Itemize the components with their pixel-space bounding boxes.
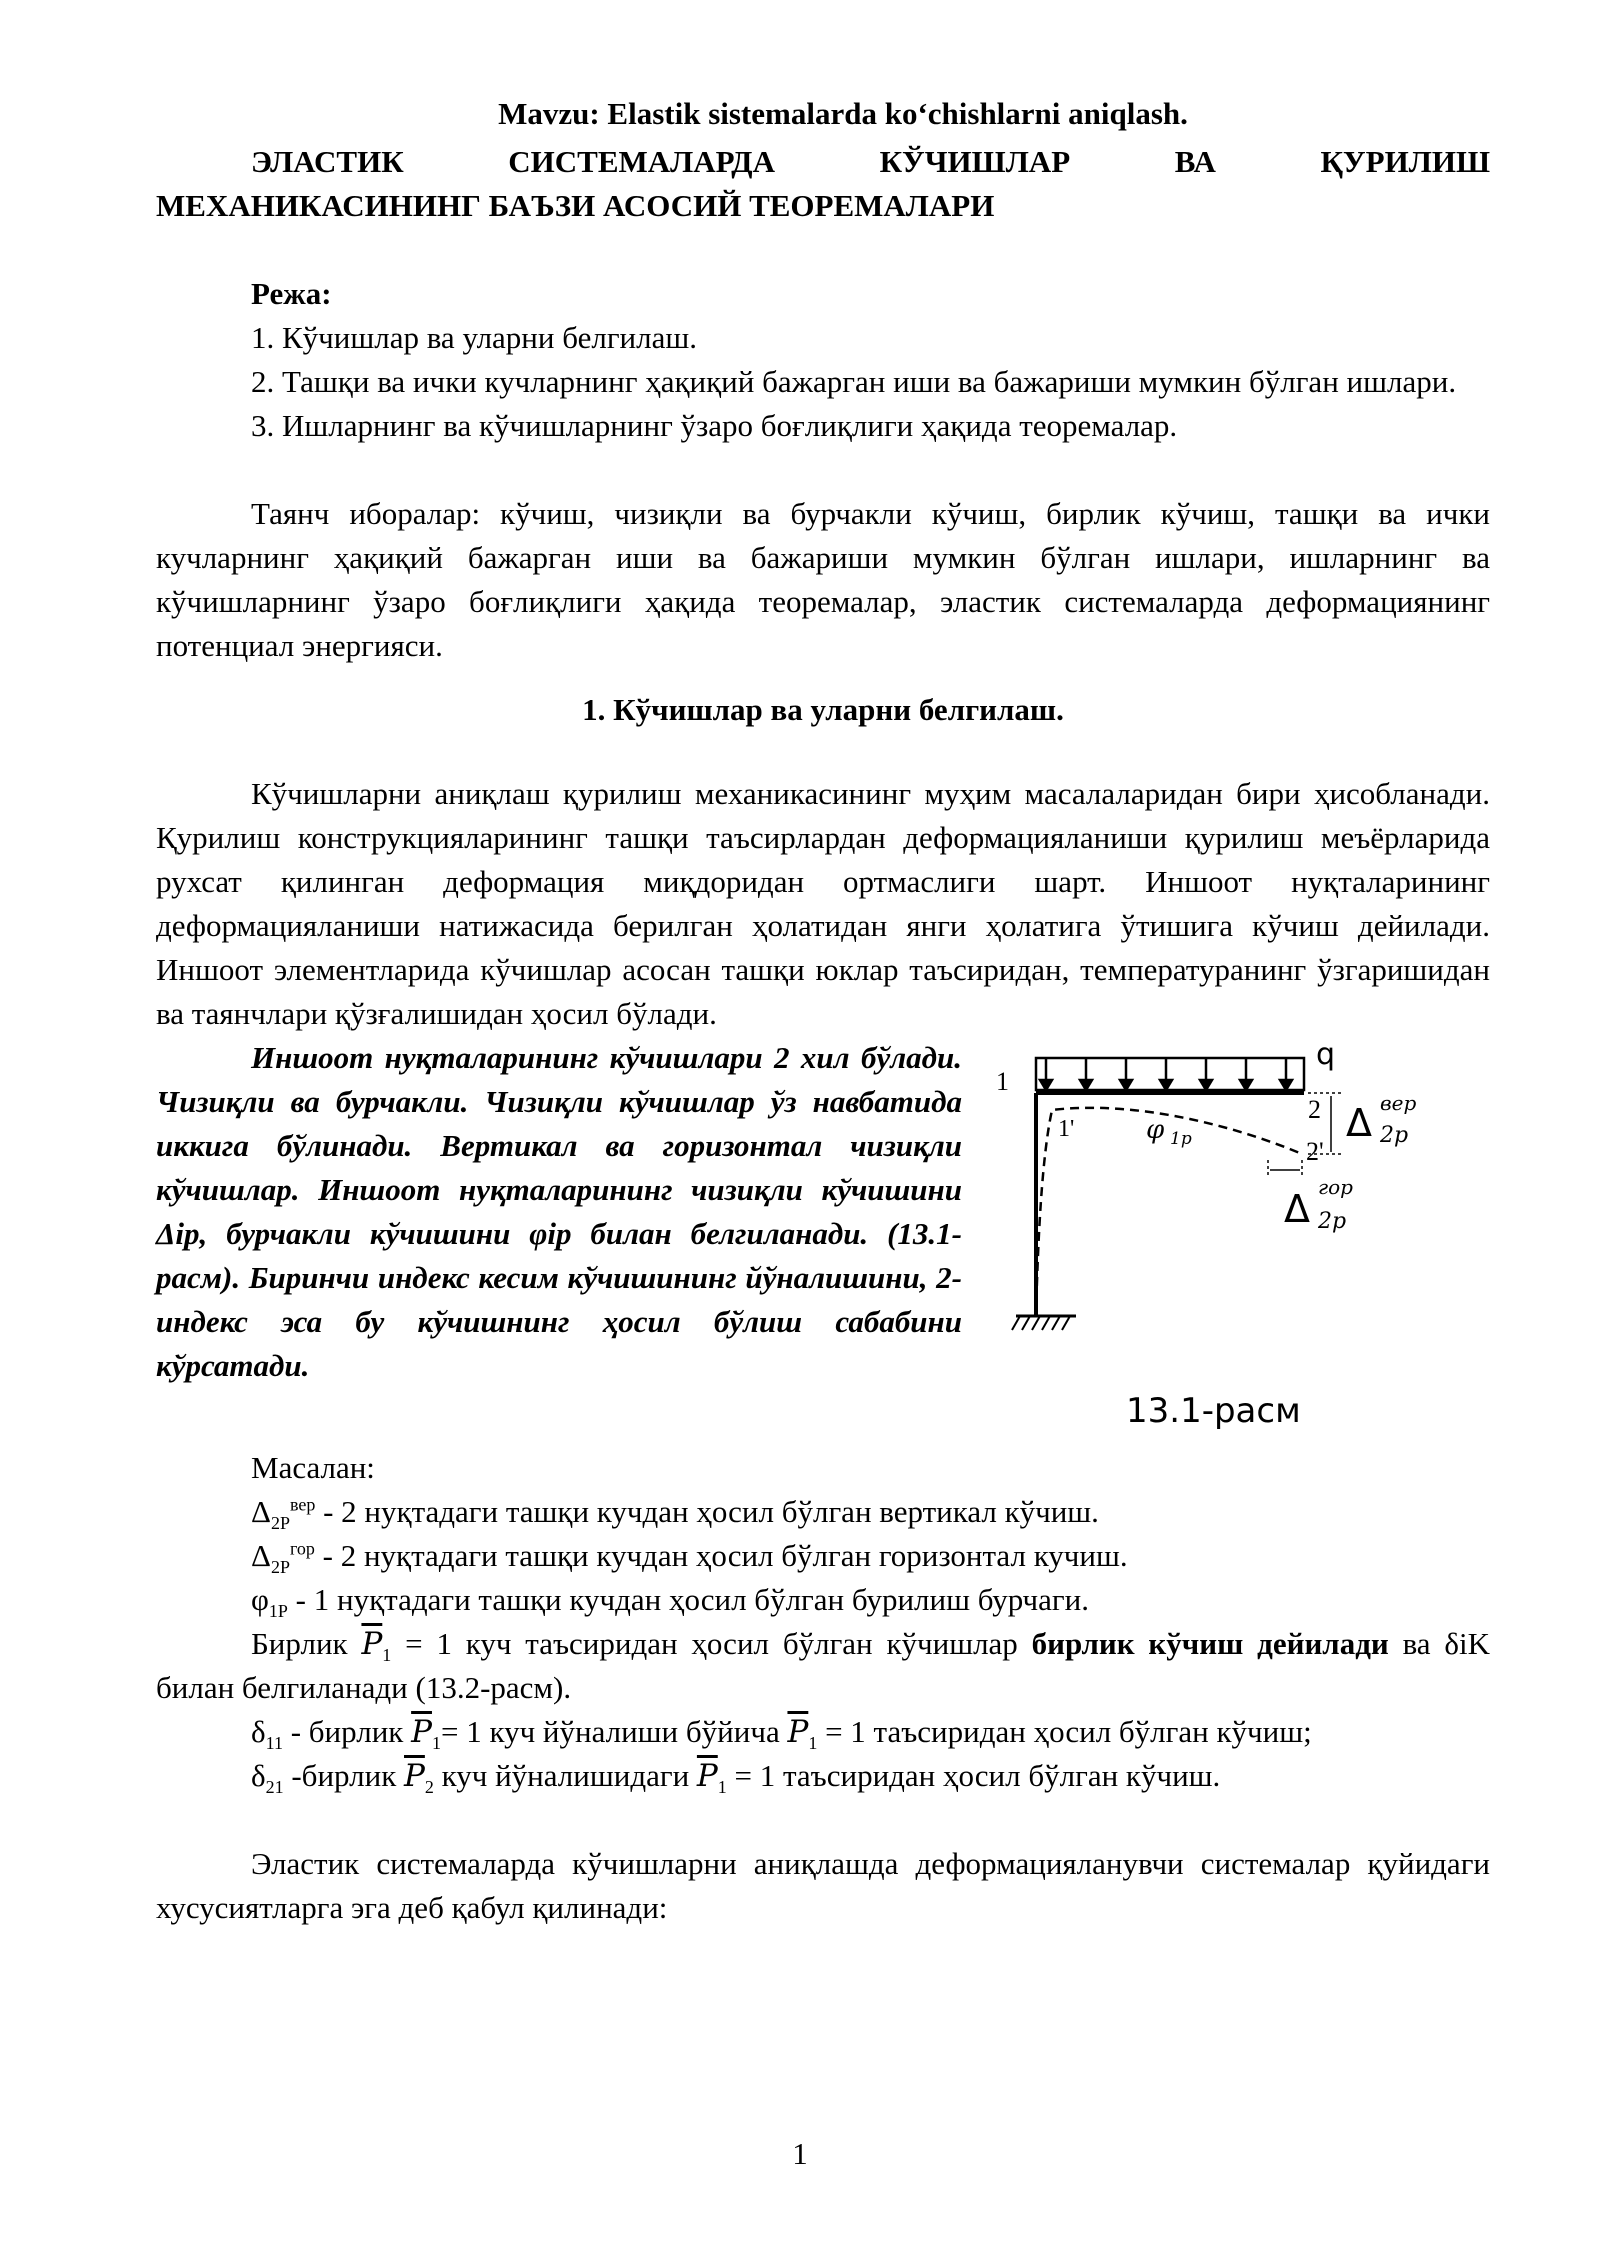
page-content	[156, 92, 1490, 1930]
node-2p-label: 2'	[1306, 1137, 1324, 1166]
node-1-label: 1	[996, 1067, 1009, 1096]
heading-word: КЎЧИШЛАР	[879, 144, 1071, 179]
page-number: 1	[792, 2136, 808, 2171]
load-label: q	[1316, 1037, 1336, 1072]
node-1p-label: 1'	[1058, 1116, 1075, 1142]
example-line-3: $\varphi_{1P} - 1$ нуқтадаги ташқи кучдан ҳосил бўлган бурилиш бурчаги.	[251, 1582, 1089, 1622]
phi-label: φ	[1146, 1115, 1165, 1145]
delta-21-paragraph: $\delta_{21}$ -бирлик $\overline{P}_2$ куч йўналишидаги $\overline{P}_1 = 1$ таъсиридан ҳосил бўлган кўчиш.	[251, 1758, 1221, 1798]
frame-figure	[986, 1036, 1486, 1446]
keywords-paragraph: Таянч иборалар: кўчиш, чизиқли ва бурчакли кўчиш, бирлик кўчиш, ташқи ва ички кучларнинг ҳақиқий бажарган иши ва бажариши мумкин бўлган ишлари, ишларнинг ва кўчишларнинг ўзаро боғлиқлиги ҳақида теоремалар, эластик системаларда деформациянинг потенциал энергияси.	[156, 496, 1490, 663]
heading-line-1	[156, 140, 1490, 184]
figure-caption: 13.1-расм	[1126, 1391, 1301, 1431]
deformed-shape	[1036, 1108, 1302, 1316]
fixed-support	[1012, 1316, 1076, 1330]
closing-paragraph: Эластик системаларда кўчишларни аниқлашда деформацияланувчи системалар қуйидаги хусусиятларга эга деб қабул қилинади:	[156, 1846, 1490, 1925]
heading-word: ЭЛАСТИК	[251, 144, 404, 179]
load-arrows	[1040, 1058, 1292, 1090]
node-2-label: 2	[1308, 1095, 1321, 1124]
delta-gor-sup: гор	[1318, 1175, 1353, 1199]
intro-paragraph: Кўчишларни аниқлаш қурилиш механикасининг муҳим масалаларидан бири ҳисобланади. Қурилиш конструкцияларининг ташқи таъсирлардан деформацияланиши қурилиш меъёрларида рухсат қилинган деформация миқдоридан ортмаслиги шарт. Иншоот нуқталарининг деформацияланиши натижасида берилган ҳолатидан янги ҳолатига ўтишига кўчиш дейилади. Иншоот элементларида кўчишлар асосан ташқи юклар таъсиридан, температуранинг ўзгаришидан ва таянчлари қўзғалишидан ҳосил бўлади.	[156, 776, 1490, 1031]
displacement-markers	[1268, 1093, 1341, 1176]
heading-word: ВА	[1174, 144, 1216, 179]
example-line-2: $\Delta_{2P}^{гор} - 2$ нуқтадаги ташқи кучдан ҳосил бўлган горизонтал кучиш.	[251, 1538, 1128, 1578]
plan-item: 3. Ишларнинг ва кўчишларнинг ўзаро боғлиқлиги ҳақида теоремалар.	[251, 408, 1178, 443]
delta-11-paragraph: $\delta_{11}$ - бирлик $\overline{P}_1= 1$ куч йўналиши бўйича $\overline{P}_1 = 1$ таъсиридан ҳосил бўлган кўчиш;	[251, 1714, 1312, 1754]
phi-sub-label: 1p	[1170, 1129, 1192, 1149]
heading-word: ҚУРИЛИШ	[1320, 144, 1490, 179]
delta-gor-label: Δ	[1284, 1187, 1310, 1231]
topic-title: Mavzu: Elastik sistemalarda ko‘chishlarni aniqlash.	[498, 96, 1188, 131]
unit-displacement-paragraph: Бирлик $\overline{P}_1 = 1$ куч таъсиридан ҳосил бўлган кўчишлар бирлик кўчиш дейилади ва δiK билан белгиланади (13.2-расм).	[156, 1626, 1491, 1705]
main-heading	[156, 140, 1490, 228]
vector-p1: $\overline{P}$	[361, 1626, 383, 1662]
example-intro: Масалан:	[251, 1450, 375, 1485]
delta-ver-sup: вер	[1380, 1091, 1417, 1115]
heading-word: СИСТЕМАЛАРДА	[508, 144, 775, 179]
delta-gor-sub: 2p	[1318, 1209, 1347, 1234]
delta-ver-sub: 2p	[1380, 1123, 1409, 1148]
plan-title: Режа:	[251, 276, 332, 311]
section-title: 1. Кўчишлар ва уларни белгилаш.	[582, 692, 1064, 727]
example-line-1: $\Delta_{2P}^{вер} - 2$ нуқтадаги ташқи кучдан ҳосил бўлган вертикал кўчиш.	[251, 1494, 1099, 1534]
figure-row	[156, 1036, 1490, 1436]
heading-line-2: МЕХАНИКАСИНИНГ БАЪЗИ АСОСИЙ ТЕОРЕМАЛАРИ	[156, 188, 995, 223]
plan-item: 1. Кўчишлар ва уларни белгилаш.	[251, 320, 697, 355]
plan-item: 2. Ташқи ва ички кучларнинг ҳақиқий бажарган иши ва бажариши мумкин бўлган ишлари.	[251, 364, 1457, 399]
displacement-types-paragraph: Иншоот нуқталарининг кўчишлари 2 хил бўлади. Чизиқли ва бурчакли. Чизиқли кўчишлар ўз навбатида иккига бўлинади. Вертикал ва горизонтал чизиқли кўчишлар. Иншоот нуқталарининг чизиқли кўчишини Δip, бурчакли кўчишини φip билан белгиланади. (13.1-расм). Биринчи индекс кесим кўчишининг йўналишини, 2-индекс эса бу кўчишнинг ҳосил бўлиш сабабини кўрсатади.	[156, 1040, 962, 1383]
delta-ver-label: Δ	[1346, 1101, 1372, 1145]
